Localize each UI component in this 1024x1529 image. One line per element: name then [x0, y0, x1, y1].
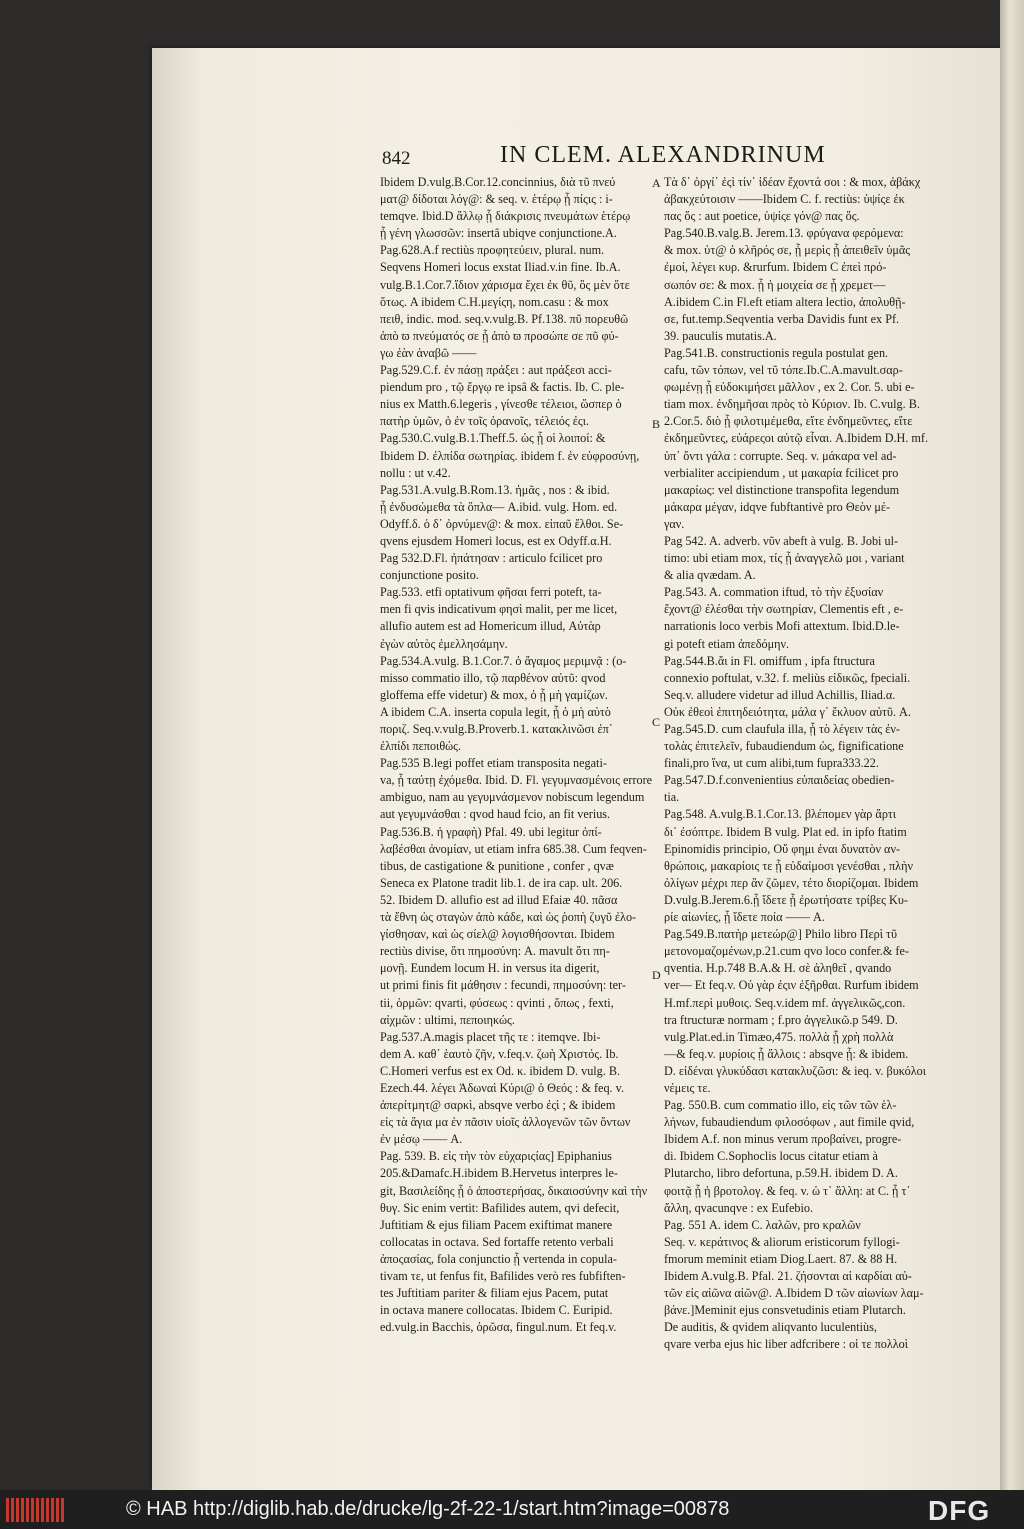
text-line: Pag.549.B.πατὴρ μετεώρ@] Philo libro Περὶ τῦ	[664, 927, 897, 942]
text-line: Odyff.δ. ὁ δ᾽ ὀρνύμεν@: & mox. εἰπαῦ ἔλθοι. Se-	[380, 516, 624, 531]
text-line: tibus, de castigatione & punitione , confer , qvæ	[380, 858, 614, 873]
text-line: φοιτᾷ ᾗ ἡ βροτολογ. & feq. v. ὡ τ᾽ ἄλλη: at C. ᾗ τ᾽	[664, 1183, 911, 1198]
text-line: τολὰς ἐπιτελεῖν, fubaudiendum ὡς, fignificatione	[664, 739, 904, 754]
text-line: Ezech.44. λέγει Ἀδωναὶ Κύρι@ ὁ Θεός : & feq. v.	[380, 1080, 624, 1095]
text-line: & mox. ὑτ@ ὁ κλῆρός σε, ᾗ μερὶς ᾗ ἀπειθεῖν ὑμᾶς	[664, 243, 911, 258]
text-line: ἐκδημεῦντες, εὐάρεςοι αὐτῷ εἶναι. A.Ibidem D.H. mf.	[664, 431, 929, 446]
text-line: ed.vulg.in Bacchis, ὁρῶσα, fingul.num. Et feq.v.	[380, 1320, 617, 1335]
text-line: Οὐκ ἐθεοὶ ἐπιτηδειότητα, μάλα γ᾽ ἔκλυον αὐτῦ. A.	[664, 704, 911, 719]
text-line: Pag.536.B. ἡ γραφὴ) Pfal. 49. ubi legitur ὀπί-	[380, 824, 602, 839]
text-line: nollu : ut v.42.	[380, 465, 451, 480]
text-line: ὀλίγων μέχρι περ ἂν ζῶμεν, τέτο διορίζομαι. Ibidem	[664, 875, 919, 890]
text-line: Pag 542. A. adverb. νῦν abeft à vulg. B. Jobi ul-	[664, 533, 899, 548]
text-line: dem A. καθ᾽ ἑαυτὸ ζῆν, v.feq.v. ζωὴ Χριστός. Ib.	[380, 1046, 619, 1061]
text-line: Pag.547.D.f.convenientius εὐπαιδείας obedien-	[664, 773, 895, 788]
text-line: ἀπερίτμητ@ σαρκὶ, absqve verbo ἐςὶ ; & ibidem	[380, 1098, 616, 1113]
text-line: A ibidem C.A. inserta copula legit, ᾗ ὁ μὴ αὐτὸ	[380, 704, 611, 719]
text-line: 39. pauculis mutatis.A.	[664, 328, 777, 343]
text-line: conjunctione posito.	[380, 568, 479, 583]
text-line: μακαρίως: vel distinctione transpofita legendum	[664, 482, 900, 497]
text-line: δι᾽ ἐσόπτρε. Ibidem B vulg. Plat ed. in ipfo ftatim	[664, 824, 907, 839]
text-line: tii, ὁρμῶν: qvarti, φύσεως : qvinti , ὅπως , fexti,	[380, 995, 614, 1010]
dfg-logo[interactable]: DFG	[928, 1495, 991, 1526]
text-line: Pag.530.C.vulg.B.1.Theff.5. ὡς ᾗ οἱ λοιποί: &	[380, 431, 606, 446]
text-line: πειθ, indic. mod. seq.v.vulg.B. Pf.138. πῦ πορευθῶ	[380, 311, 629, 326]
text-line: μετονομαζομένων,p.21.cum qvo loco confer.& fe-	[664, 944, 909, 959]
text-line: git, Βασιλείδης ᾗ ὁ ἀποστερήσας, δικαιοσύνην καὶ τὴν	[380, 1183, 648, 1198]
text-line: εἰς τὰ ἅγια μα ἐν πᾶσιν υἱοῖς ἀλλογενῶν τῶν ὄντων	[380, 1115, 631, 1130]
page-header	[382, 142, 942, 174]
text-line: Pag.543. A. commation iftud, τὸ τὴν ἐξυσίαν	[664, 585, 884, 600]
text-line: Pag.531.A.vulg.B.Rom.13. ἡμᾶς , nos : & ibid.	[380, 482, 610, 497]
text-line: D. εἰδέναι γλυκύδασι κατακλυζῶσι: & ieq. v. βυκόλοι	[664, 1063, 926, 1078]
text-line: Juftitiam & ejus filiam Pacem exiftimat manere	[380, 1217, 613, 1232]
text-line: Ibidem D. ἐλπίδα σωτηρίας. ibidem f. ἐν εὐφροσύνῃ,	[380, 448, 640, 463]
text-line: ὅτως. A ibidem C.H.μεγίςη, nom.casu : & mox	[380, 294, 609, 309]
text-line: Ibidem A.vulg.B. Pfal. 21. ζήσονται αἱ καρδίαι αὐ-	[664, 1269, 912, 1283]
text-line: ὑπ᾽ ὄντι γάλα : corrupte. Seq. v. μάκαρα vel ad-	[664, 448, 897, 463]
text-line: di. Ibidem C.Sophoclis locus citatur etiam à	[664, 1149, 878, 1164]
text-line: gloffema effe videtur) & mox, ὁ ᾗ μὴ γαμίζων.	[380, 687, 608, 702]
text-line: ver— Et feq.v. Οὐ γὰρ ἐςιν ἐξῆρθαι. Rurfum ibidem	[664, 978, 919, 993]
text-line: ut primi finis fit μάθησιν : fecundi, πημοσύνη: ter-	[380, 978, 626, 993]
text-line: ᾗ γένη γλωσσῶν: insertâ ubiqve conjunctione.A.	[380, 226, 617, 241]
margin-letter-a: A	[652, 176, 661, 190]
text-line: Τὰ δ᾽ ὀργί᾽ ἐςὶ τίν᾽ ἰδέαν ἔχοντά σοι : & mox, ἀβάκχ	[664, 175, 921, 189]
text-line: collocatas in octava. Sed fortaffe retento verbali	[380, 1234, 614, 1249]
text-line: allufio autem est ad Homericum illud, Αὐτὰρ	[380, 619, 601, 634]
hab-logo[interactable]	[6, 1498, 64, 1522]
book-edge	[1000, 0, 1024, 1490]
text-line: σε, fut.temp.Seqventia verba Davidis funt ex Pf.	[664, 311, 900, 326]
text-line: narrationis loco verbis Mofi attextum. Ibid.D.le-	[664, 619, 900, 634]
text-line: Ibidem D.vulg.B.Cor.12.concinnius, διὰ τῦ πνεύ	[380, 175, 616, 189]
running-title: IN CLEM. ALEXANDRINUM	[500, 142, 826, 168]
text-line: γω ἐὰν ἀναβῶ ——	[380, 345, 477, 360]
text-line: Pag. 539. B. εἰς τὴν τὸν εὐχαριςίας] Epiphanius	[380, 1149, 612, 1164]
text-line: ἐμοί, λέγει κυρ. &rurfum. Ibidem C ἐπεὶ πρό-	[664, 260, 887, 275]
text-line: πας ὅς : aut poetice, ὑψίςε γόν@ πας ὅς.	[664, 209, 860, 224]
text-line: λήνων, fubaudiendum φιλοσόφων , aut fimile qvid,	[664, 1115, 915, 1130]
text-line: qventia. H.p.748 B.A.& H. σὲ ἀληθεῖ , qvando	[664, 961, 892, 976]
text-line: vulg.Plat.ed.in Timæo,475. πολλὰ ᾗ χρὴ πολλὰ	[664, 1029, 894, 1044]
text-line: —& feq.v. μυρίοις ᾗ ἄλλοις : absqve ᾗ: & ibidem.	[664, 1046, 909, 1061]
text-line: misso commatio illo, τῷ παρθένον αὐτῦ: qvod	[380, 670, 606, 685]
margin-letter-b: B	[652, 417, 661, 431]
text-line: tivam τε, ut fenfus fit, Bafilides verò res fubfiften-	[380, 1269, 626, 1283]
text-line: aut γεγυμνάσθαι : qvod haud fcio, an fit verius.	[380, 807, 611, 822]
text-line: ἀποςασίας, fola conjunctio ᾗ vertenda in copula-	[380, 1251, 617, 1266]
text-line: finali,pro ἵνα, ut cum alibi,tum fupra333.22.	[664, 756, 879, 771]
text-line: Pag.544.B.ἄι in Fl. omiffum , ipfa ftructura	[664, 653, 875, 668]
text-line: Pag.540.B.valg.B. Jerem.13. φρύγανα φερόμενα:	[664, 226, 904, 241]
margin-letter-c: C	[652, 715, 661, 729]
text-line: γαν.	[664, 516, 685, 531]
text-line: cafu, τῶν τόπων, vel τῦ τόπε.Ib.C.A.mavult.σαρ-	[664, 363, 903, 378]
text-line: 52. Ibidem D. allufio est ad illud Efaiæ 40. πᾶσα	[380, 892, 618, 907]
text-line: tes Juftitiam pariter & filiam ejus Pacem, putat	[380, 1286, 609, 1301]
text-line: fmorum meminit etiam Diog.Laert. 87. & 88 H.	[664, 1251, 898, 1266]
text-line: βάνε.]Meminit ejus consvetudinis etiam Plutarch.	[664, 1303, 906, 1318]
text-line: Pag.628.A.f rectiùs προφητεύειν, plural. num.	[380, 243, 605, 258]
text-line: ἐλπίδι πεποιθώς.	[380, 739, 462, 754]
text-line: connexio poftulat, v.32. f. meliùs εἰδικῶς, fpeciali.	[664, 670, 911, 685]
viewer-footer	[0, 1490, 1024, 1529]
text-line: Pag. 550.B. cum commatio illo, εἰς τῶν τῶν ἑλ-	[664, 1098, 897, 1113]
text-line: λαβέσθαι ἀνομίαν, ut etiam infra 685.38. Cum feqven-	[380, 841, 647, 856]
text-line: μονῇ. Eundem locum H. in versus ita digerit,	[380, 961, 600, 976]
text-line: αἰχμῶν : ultimi, πεποιηκώς.	[380, 1012, 515, 1027]
text-line: Pag.541.B. constructionis regula postulat gen.	[664, 345, 889, 360]
text-line: H.mf.περὶ μυθοις. Seq.v.idem mf. ἀγγελικῶς,con.	[664, 995, 906, 1010]
text-line: vulg.B.1.Cor.7.ἴδιον χάρισμα ἔχει ἐκ θῦ, ὃς μὲν ὅτε	[380, 277, 630, 292]
text-line: Pag.537.A.magis placet τῆς τε : itemqve. Ibi-	[380, 1029, 601, 1044]
text-line: qvens ejusdem Homeri locus, est ex Odyff.α.H.	[380, 533, 612, 548]
copyright-link[interactable]: © HAB http://diglib.hab.de/drucke/lg-2f-22-1/start.htm?image=00878	[126, 1498, 730, 1520]
text-line: timo: ubi etiam mox, τίς ᾗ ἀναγγελῶ μοι , variant	[664, 551, 905, 566]
text-line: Pag.533. etfi optativum φῆσαι ferri poteft, ta-	[380, 585, 602, 600]
text-line: Ibidem A.f. non minus verum προβαίνει, progre-	[664, 1132, 902, 1147]
text-line: 205.&Damafc.H.ibidem B.Hervetus interpres le-	[380, 1166, 618, 1181]
text-line: τὰ ἔθνη ὡς σταγὼν ἀπὸ κάδε, καὶ ὡς ῥοπὴ ζυγῦ ἐλο-	[380, 910, 637, 925]
text-line: γίσθησαν, καὶ ὡς σίελ@ λογισθήσονται. Ibidem	[380, 927, 615, 942]
text-line: gi poteft etiam ἀπεδόμην.	[664, 636, 790, 651]
text-line: Pag.545.D. cum claufula illa, ᾗ τὸ λέγειν τὰς ἐν-	[664, 722, 900, 736]
text-line: verbialiter accipiendum , ut μακαρία fcilicet pro	[664, 465, 899, 480]
text-line: θυγ. Sic enim vertit: Bafilides autem, qvi defecit,	[380, 1200, 620, 1215]
text-line: piendum pro , τῷ ἔργῳ re ipsâ & factis. Ib. C. ple-	[380, 380, 625, 395]
text-line: rectiùs divise, ὅτι πημοσύνη: A. mavult ὅτι πη-	[380, 944, 610, 959]
text-line: Seq.v. alludere videtur ad illud Achillis, Iliad.α.	[664, 687, 896, 702]
text-line: θρώποις, μακαρίοις τε ᾗ εὐδαίμοσι γενέσθαι , πλὴν	[664, 858, 913, 873]
book-page	[152, 48, 1000, 1490]
text-line: Seneca ex Platone tradit lib.1. de ira cap. ult. 206.	[380, 875, 623, 890]
text-line: ρίε αἰωνίες, ᾗ ἴδετε ποία —— A.	[664, 910, 825, 925]
text-line: νέμεις τε.	[664, 1080, 711, 1095]
text-line: μάκαρα μέγαν, idqve fubftantivè pro Θεὸν μέ-	[664, 499, 891, 514]
text-line: ambiguo, nam au γεγυμνάσμενον nobiscum legendum	[380, 790, 645, 805]
text-line: Seq. v. κεράτινος & aliorum eristicorum fyllogi-	[664, 1234, 900, 1249]
text-line: A.ibidem C.in Fl.eft etiam altera lectio, ἀπολυθῇ-	[664, 294, 906, 309]
text-line: Pag.548. A.vulg.B.1.Cor.13. βλέπομεν γὰρ ἄρτι	[664, 807, 897, 822]
margin-letter-d: D	[652, 968, 661, 982]
text-line: in octava manere collocatas. Ibidem C. Euripid.	[380, 1303, 613, 1318]
text-line: ματ@ δίδοται λόγ@: & seq. v. ἑτέρῳ ᾗ πίςις : i-	[380, 192, 613, 207]
text-line: & alia qvædam. A.	[664, 568, 756, 583]
text-line: qvare verba ejus hic liber adfcribere : οἱ τε πολλοὶ	[664, 1337, 909, 1352]
text-line: Pag.534.A.vulg. B.1.Cor.7. ὁ ἄγαμος μεριμνᾷ : (o-	[380, 653, 627, 668]
text-line: ποριζ. Seq.v.vulg.B.Proverb.1. κατακλινῶσι ἐπ᾽	[380, 722, 613, 736]
text-line: τῶν εἰς αἰῶνα αἰῶν@. A.Ibidem D τῶν αἰωνίων λαμ-	[664, 1286, 924, 1301]
text-line: Seqvens Homeri locus exstat Iliad.v.in fine. Ib.A.	[380, 260, 621, 275]
text-line: ἄλλη, qvacunqve : ex Eufebio.	[664, 1200, 814, 1215]
text-line: ἔχοντ@ ἐλέσθαι τὴν σωτηρίαν, Clementis eft , e-	[664, 602, 904, 617]
text-line: Pag 532.D.Fl. ἠπάτησαν : articulo fcilicet pro	[380, 551, 603, 566]
text-line: D.vulg.B.Jerem.6.ᾗ ἴδετε ᾗ ἐρωτήσατε τρίβες Κυ-	[664, 892, 908, 907]
text-line: men fi qvis indicativum φησὶ malit, per me licet,	[380, 602, 618, 617]
text-line: ἐγὼν αὐτὸς ἐμελλησάμην.	[380, 636, 508, 651]
text-line: Pag.529.C.f. ἐν πάσῃ πράξει : aut πράξεσι acci-	[380, 363, 612, 378]
text-line: va, ᾗ ταύτῃ ἐχόμεθα. Ibid. D. Fl. γεγυμνασμένοις errore	[380, 773, 653, 788]
text-line: Pag. 551 A. idem C. λαλῶν, pro κραλῶν	[664, 1217, 861, 1232]
text-line: ᾗ ἐνδυσώμεθα τὰ ὅπλα— A.ibid. vulg. Hom. ed.	[380, 499, 618, 514]
text-line: C.Homeri verfus est ex Od. κ. ibidem D. vulg. B.	[380, 1063, 621, 1078]
text-line: Epinomidis principio, Οὔ φημι ἐναι δυνατὸν αν-	[664, 841, 901, 856]
text-line: πατὴρ ὑμῶν, ὁ ἐν τοῖς ὀρανοῖς, τέλειός ἐςι.	[380, 414, 590, 429]
text-line: temqve. Ibid.D ἄλλῳ ᾗ διάκρισις πνευμάτων ἑτέρῳ	[380, 209, 631, 224]
text-line: De auditis, & qvidem aliqvanto luculentiùs,	[664, 1320, 877, 1335]
text-line: ἀβακχεύτοισιν ——Ibidem C. f. rectiùs: ὑψίςε ἐκ	[664, 192, 905, 207]
text-line: σωπόν σε: & mox. ᾗ ἡ μοιχεία σε ᾗ χρεμετ—	[664, 277, 886, 292]
text-line: ἀπὸ ϖ πνεύματός σε ᾗ ἀπὸ ϖ προσώπε σε πῦ φύ-	[380, 328, 619, 343]
text-line: Plutarcho, libro defortuna, p.59.H. ibidem D. A.	[664, 1166, 898, 1181]
text-line: Pag.535 B.legi poffet etiam transposita negati-	[380, 756, 607, 771]
text-line: φωμένῃ ᾗ εὐδοκιμήσει μᾶλλον , ex 2. Cor. 5. ubi e-	[664, 380, 915, 395]
left-column	[380, 174, 653, 1336]
right-column	[664, 174, 937, 1353]
text-line: tiam mox. ἐνδημῆσαι πρὸς τὸ Κύριον. Ib. C.vulg. B.	[664, 397, 920, 412]
page-number: 842	[382, 148, 411, 169]
text-line: ἐν μέσῳ —— A.	[380, 1132, 463, 1147]
text-line: nius ex Matth.6.legeris , γίνεσθε τέλειοι, ὥσπερ ὁ	[380, 397, 622, 412]
text-line: tia.	[664, 790, 680, 805]
text-line: 2.Cor.5. διὸ ᾗ φιλοτιμέμεθα, εἴτε ἐνδημεῦντες, εἴτε	[664, 414, 913, 429]
text-line: tra ftructuræ normam ; f.pro ἀγγελικῶ.p 549. D.	[664, 1012, 898, 1027]
